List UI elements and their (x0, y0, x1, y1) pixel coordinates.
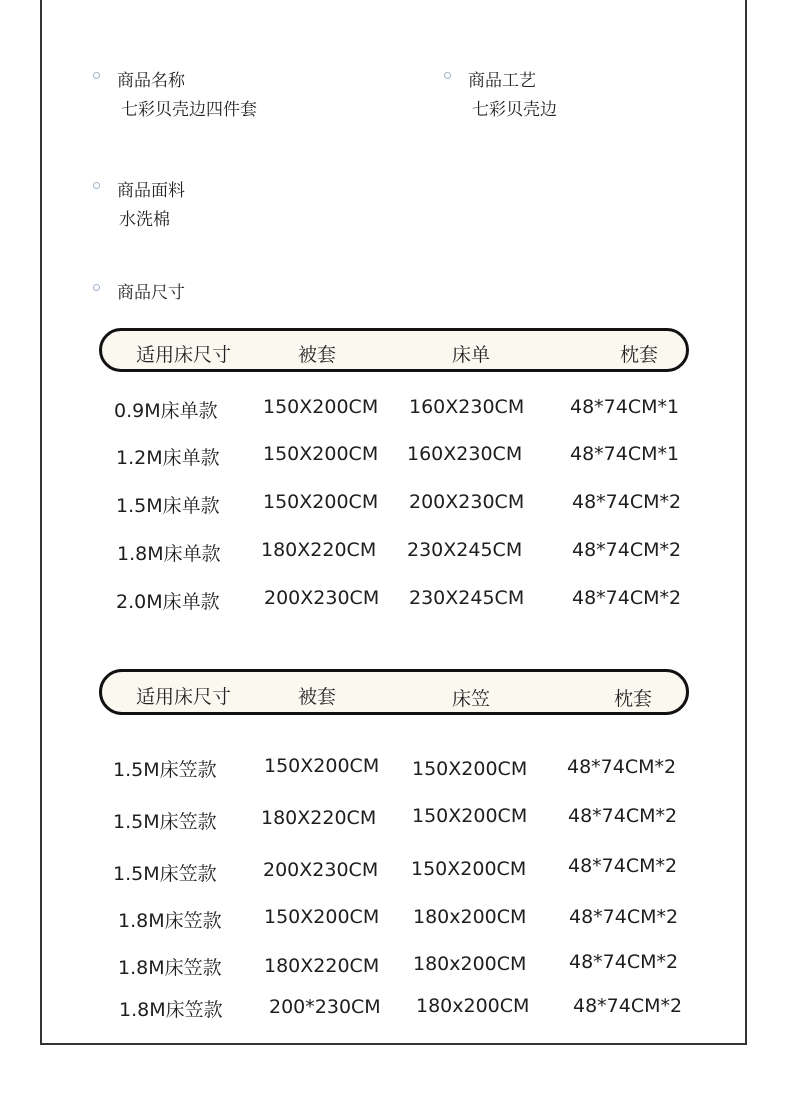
cell-sheet: 160X230CM (409, 396, 525, 418)
info-label: 商品尺寸 (117, 283, 185, 303)
cell-fitted-sheet: 180x200CM (413, 906, 527, 928)
cell-fitted-sheet: 150X200CM (412, 805, 528, 827)
cell-sheet: 230X245CM (409, 587, 525, 609)
cell-pillow: 48*74CM*2 (569, 906, 679, 928)
info-value: 七彩贝壳边 (472, 100, 557, 120)
table-header-flat (99, 328, 689, 372)
cell-bed-size: 1.8M床笠款 (118, 910, 222, 932)
header-duvet-cover: 被套 (298, 344, 337, 366)
info-value: 水洗棉 (119, 210, 170, 230)
cell-sheet: 200X230CM (409, 491, 525, 513)
table-row (0, 491, 790, 521)
table-row (0, 443, 790, 473)
header-bed-size: 适用床尺寸 (136, 686, 232, 708)
cell-duvet: 200X230CM (263, 859, 379, 881)
table-row (0, 396, 790, 426)
cell-duvet: 180X220CM (261, 539, 377, 561)
header-fitted-sheet: 床笠 (452, 688, 491, 710)
cell-bed-size: 1.8M床笠款 (119, 999, 223, 1021)
header-duvet-cover: 被套 (298, 686, 337, 708)
table-row (0, 995, 790, 1025)
cell-pillow: 48*74CM*2 (572, 587, 682, 609)
cell-duvet: 150X200CM (263, 491, 379, 513)
table-row (0, 805, 790, 835)
table-header-fitted (99, 669, 689, 715)
info-label: 商品名称 (117, 71, 185, 91)
cell-duvet: 150X200CM (263, 396, 379, 418)
info-label: 商品面料 (117, 181, 185, 201)
cell-sheet: 160X230CM (407, 443, 523, 465)
cell-pillow: 48*74CM*2 (567, 756, 677, 778)
cell-bed-size: 1.5M床笠款 (113, 759, 217, 781)
cell-bed-size: 0.9M床单款 (114, 400, 218, 422)
cell-pillow: 48*74CM*2 (572, 539, 682, 561)
table-row (0, 539, 790, 569)
table-row (0, 906, 790, 936)
circle-bullet-icon (93, 284, 100, 291)
header-pillowcase: 枕套 (614, 688, 653, 710)
cell-pillow: 48*74CM*1 (570, 396, 680, 418)
cell-fitted-sheet: 150X200CM (411, 858, 527, 880)
cell-sheet: 230X245CM (407, 539, 523, 561)
cell-duvet: 200*230CM (269, 996, 381, 1018)
cell-duvet: 150X200CM (264, 906, 380, 928)
content-frame (40, 0, 747, 1045)
cell-bed-size: 1.2M床单款 (116, 447, 220, 469)
cell-pillow: 48*74CM*1 (570, 443, 680, 465)
cell-duvet: 150X200CM (264, 755, 380, 777)
header-sheet: 床单 (452, 344, 491, 366)
header-pillowcase: 枕套 (620, 344, 659, 366)
cell-fitted-sheet: 180x200CM (413, 953, 527, 975)
table-row (0, 855, 790, 885)
circle-bullet-icon (93, 72, 100, 79)
table-row (0, 587, 790, 617)
cell-pillow: 48*74CM*2 (573, 995, 683, 1017)
cell-bed-size: 2.0M床单款 (116, 591, 220, 613)
cell-duvet: 180X220CM (264, 955, 380, 977)
cell-bed-size: 1.5M床笠款 (113, 863, 217, 885)
info-value: 七彩贝壳边四件套 (121, 100, 257, 120)
cell-bed-size: 1.8M床笠款 (118, 957, 222, 979)
cell-bed-size: 1.8M床单款 (117, 543, 221, 565)
table-row (0, 953, 790, 983)
cell-duvet: 150X200CM (263, 443, 379, 465)
info-label: 商品工艺 (468, 71, 536, 91)
cell-pillow: 48*74CM*2 (572, 491, 682, 513)
cell-pillow: 48*74CM*2 (569, 951, 679, 973)
cell-fitted-sheet: 150X200CM (412, 758, 528, 780)
cell-duvet: 200X230CM (264, 587, 380, 609)
cell-duvet: 180X220CM (261, 807, 377, 829)
cell-pillow: 48*74CM*2 (568, 855, 678, 877)
cell-fitted-sheet: 180x200CM (416, 995, 530, 1017)
circle-bullet-icon (93, 182, 100, 189)
circle-bullet-icon (444, 72, 451, 79)
cell-bed-size: 1.5M床笠款 (113, 811, 217, 833)
cell-pillow: 48*74CM*2 (568, 805, 678, 827)
cell-bed-size: 1.5M床单款 (116, 495, 220, 517)
header-bed-size: 适用床尺寸 (136, 344, 232, 366)
table-row (0, 755, 790, 785)
